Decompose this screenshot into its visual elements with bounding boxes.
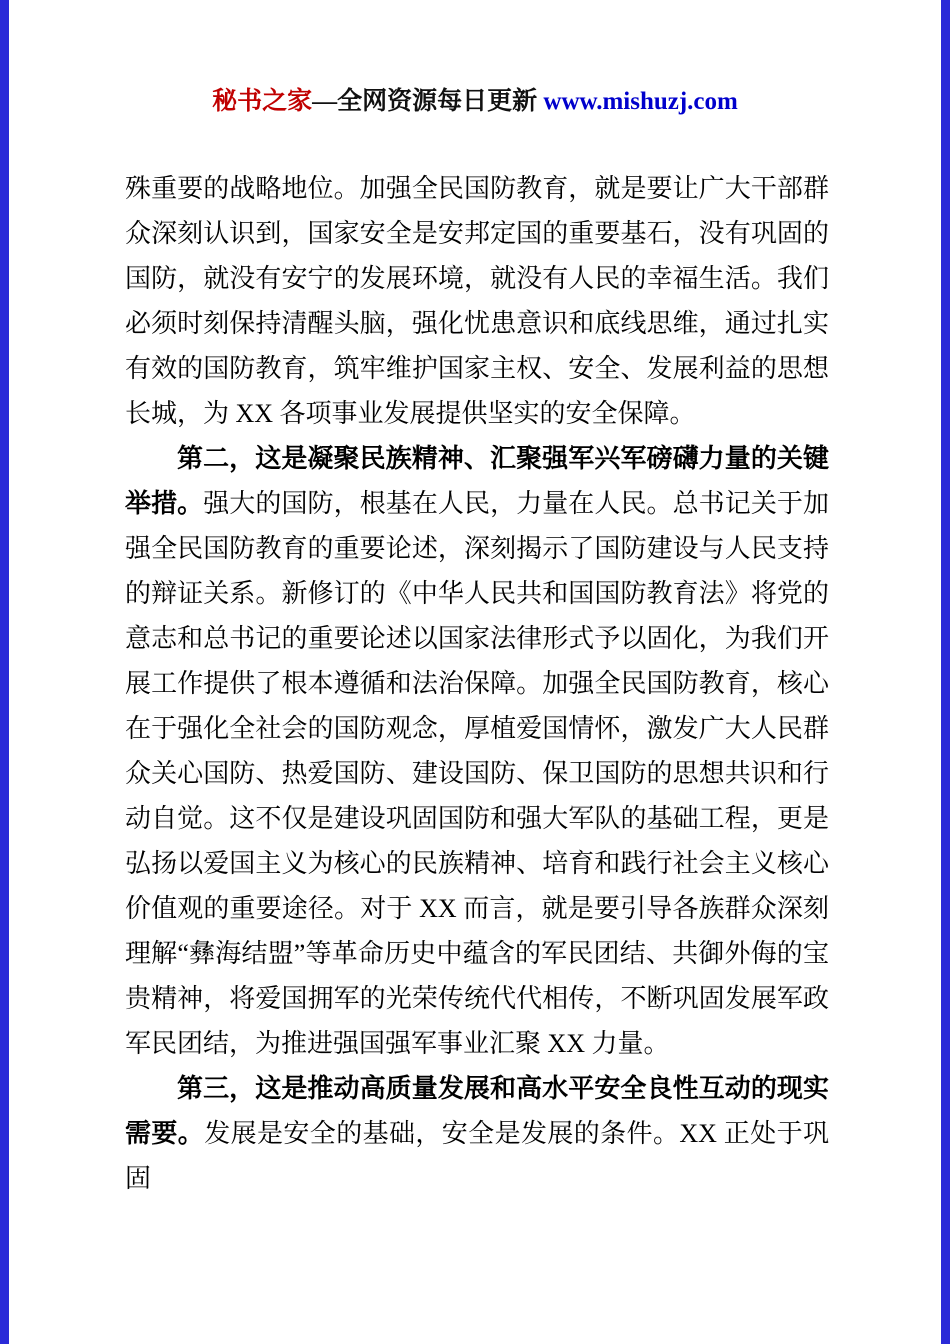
paragraph-third-point bbox=[125, 1066, 829, 1201]
paragraph-lead: 第二，这是凝聚民族精神、汇聚强军兴军磅礴力量的关键举措。 bbox=[125, 444, 829, 518]
paragraph-continuation bbox=[125, 166, 829, 436]
site-url: www.mishuzj.com bbox=[543, 88, 738, 115]
paragraph-text: 发展是安全的基础，安全是发展的条件。XX 正处于巩固 bbox=[125, 1119, 829, 1193]
paragraph-second-point bbox=[125, 436, 829, 1066]
right-border-bar bbox=[941, 0, 950, 1344]
header-tagline: —全网资源每日更新 bbox=[312, 88, 544, 115]
site-brand: 秘书之家 bbox=[212, 88, 313, 115]
paragraph-text: 强大的国防，根基在人民，力量在人民。总书记关于加强全民国防教育的重要论述，深刻揭示了国防建设与人民支持的辩证关系。新修订的《中华人民共和国国防教育法》将党的意志和总书记的重要论述以国家法律形式予以固化，为我们开展工作提供了根本遵循和法治保障。加强全民国防教育，核心在于强化全社会的国防观念，厚植爱国情怀，激发广大人民群众关心国防、热爱国防、建设国防、保卫国防的思想共识和行动自觉。这不仅是建设巩固国防和强大军队的基础工程，更是弘扬以爱国主义为核心的民族精神、培育和践行社会主义核心价值观的重要途径。对于 XX 而言，就是要引导各族群众深刻理解“彝海结盟”等革命历史中蕴含的军民团结、共御外侮的宝贵精神，将爱国拥军的光荣传统代代相传，不断巩固发展军政军民团结，为推进强国强军事业汇聚 XX 力量。 bbox=[125, 489, 829, 1058]
document-body bbox=[125, 166, 829, 1201]
paragraph-lead: 第三，这是推动高质量发展和高水平安全良性互动的现实需要。 bbox=[125, 1074, 829, 1148]
page-header bbox=[10, 84, 940, 120]
paragraph-text: 殊重要的战略地位。加强全民国防教育，就是要让广大干部群众深刻认识到，国家安全是安邦定国的重要基石，没有巩固的国防，就没有安宁的发展环境，就没有人民的幸福生活。我们必须时刻保持清醒头脑，强化忧患意识和底线思维，通过扎实有效的国防教育，筑牢维护国家主权、安全、发展利益的思想长城，为 XX 各项事业发展提供坚实的安全保障。 bbox=[125, 174, 829, 428]
left-border-bar bbox=[0, 0, 9, 1344]
